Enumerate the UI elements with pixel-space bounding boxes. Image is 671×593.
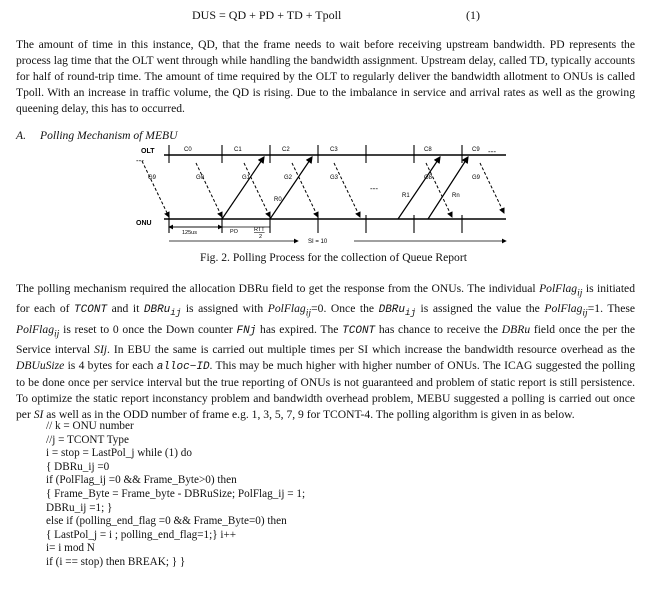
code-line: i = stop = LastPol_j while (1) do [46, 447, 192, 460]
polling-algorithm-code [46, 420, 305, 570]
figure-caption: Fig. 2. Polling Process for the collection of Queue Report [200, 251, 467, 264]
code-line: { Frame_Byte = Frame_byte - DBRuSize; PolFlag_ij = 1; [46, 487, 306, 500]
p2-text-1: The polling mechanism required the allocation DBRu field to get the response from the ONUs. The individual [16, 282, 540, 295]
p2-text-10: has chance to receive the [375, 322, 502, 336]
code-line: else if (polling_end_flag =0 && Frame_Byte=0) then [46, 515, 287, 528]
p2-text-9: has expired. The [256, 322, 343, 336]
p2-alloc-id: alloc−ID [156, 360, 210, 373]
cycle-label-c0: C0 [184, 147, 192, 153]
p2-sij: SIj [94, 342, 108, 356]
cycle-label-c3: C3 [330, 147, 338, 153]
p2-dbusize: DBUuSize [16, 358, 65, 372]
label-si: SI = 10 [308, 239, 328, 245]
p2-text-2: is initiated for each of [16, 282, 635, 316]
cycle-label-c8: C8 [424, 147, 432, 153]
olt-label: OLT [141, 148, 155, 155]
p2-polflag-3: PolFlag$_{ij}$ [544, 302, 588, 319]
p2-tcont-1: TCONT [74, 304, 108, 317]
p2-si: SI [33, 407, 44, 421]
p2-text-11: field once the per the Service interval [16, 322, 636, 356]
label-po: PO [230, 229, 238, 235]
p2-text-13: is 4 bytes for each [64, 358, 157, 372]
p2-tcont-2: TCONT [342, 324, 376, 337]
p2-text-14: . This may be much higher with higher number of ONUs. The ICAG suggested the polling to be done once per service interval but the true reporting of ONUs is not guaranteed and problem of static report is still persistence. To optimize the static report inconstancy problem and bandwidth overhead problem, MEBU suggested a polling is carried out once per [16, 358, 635, 421]
equation: DUS = QD + PD + TD + Tpoll [192, 8, 342, 22]
p2-text-8: is reset to 0 once the Down counter [59, 322, 237, 336]
p2-text-15: as well as in the ODD number of frame e.g. 1, 3, 5, 7, 9 for TCONT-4. The polling algorithm is given in as below. [43, 407, 575, 421]
report-label-r0: R0 [274, 197, 282, 203]
label-125us: 125us [182, 230, 197, 236]
grant-label-g1: G1 [242, 175, 251, 181]
p2-dbru-3: DBRu [501, 322, 531, 336]
p2-text-5: =0. Once the [311, 302, 379, 316]
section-title: Polling Mechanism of MEBU [40, 129, 178, 142]
code-line: if (i == stop) then BREAK; } } [46, 555, 186, 568]
label-rtt-div: 2 [259, 234, 263, 240]
grant-label-g9-left: G9 [148, 175, 157, 181]
top-left-dots: --- [136, 156, 144, 165]
cycle-label-c9: C9 [472, 147, 480, 153]
section-letter: A. [16, 129, 26, 142]
p2-polflag-1: PolFlag$_{ij}$ [539, 282, 583, 299]
p2-text-4: is assigned with [181, 302, 268, 316]
grant-label-g9-right: G9 [472, 175, 481, 181]
report-label-rn: Rn [452, 193, 460, 199]
equation-number: (1) [466, 8, 480, 22]
label-rtt: RTT [254, 227, 265, 233]
grant-label-g2: G2 [284, 175, 293, 181]
equation-line [0, 8, 671, 22]
code-line: { DBRu_ij =0 [46, 460, 110, 473]
p2-text-7: =1. These [587, 302, 635, 316]
grant-label-g3: G3 [330, 175, 339, 181]
code-line: if (PolFlag_ij =0 && Frame_Byte>0) then [46, 474, 237, 487]
code-line: { LastPol_j = i ; polling_end_flag=1;} i++ [46, 528, 237, 541]
middle-dots: --- [370, 184, 378, 193]
olt-dots: --- [488, 147, 496, 156]
p2-polflag-4: PolFlag$_{ij}$ [16, 322, 60, 339]
code-line: i= i mod N [46, 542, 95, 555]
paragraph-polling-mechanism [16, 281, 635, 423]
grant-label-g0: G0 [196, 175, 205, 181]
p2-dbru-1: DBRu$_{ij}$ [143, 304, 182, 319]
code-line: DBRu_ij =1; } [46, 501, 113, 514]
p2-text-6: is assigned the value the [416, 302, 545, 316]
code-line: //j = TCONT Type [46, 433, 129, 446]
p2-text-12: . In EBU the same is carried out multiple times per SI which increase the bandwidth resource overhead as the [107, 342, 635, 356]
p2-polflag-2: PolFlag$_{ij}$ [267, 302, 312, 319]
p2-fnj: FNj [236, 324, 257, 337]
polling-process-figure [134, 141, 514, 249]
p2-text-3: and it [107, 302, 144, 316]
code-line: // k = ONU number [46, 420, 134, 432]
paragraph-delay-components: The amount of time in this instance, QD, that the frame needs to wait before receiving upstream bandwidth. PD represents the process lag time that the OLT went through while handling the bandwidth assignment. Upstream delay, called TD, typically accounts for half of round-trip time. The amount of time required by the OLT to regularly deliver the bandwidth allotment to ONUs is called Tpoll. With an increase in traffic volume, the QD is rising. Due to the imbalance in service and arrival rates as well as the growing queening delay, this has to occurred. [16, 38, 635, 115]
grant-label-g8: G8 [424, 175, 433, 181]
onu-label: ONU [136, 220, 152, 227]
cycle-label-c1: C1 [234, 147, 242, 153]
report-label-r1: R1 [402, 193, 410, 199]
p2-dbru-2: DBRu$_{ij}$ [378, 304, 417, 319]
cycle-label-c2: C2 [282, 147, 290, 153]
